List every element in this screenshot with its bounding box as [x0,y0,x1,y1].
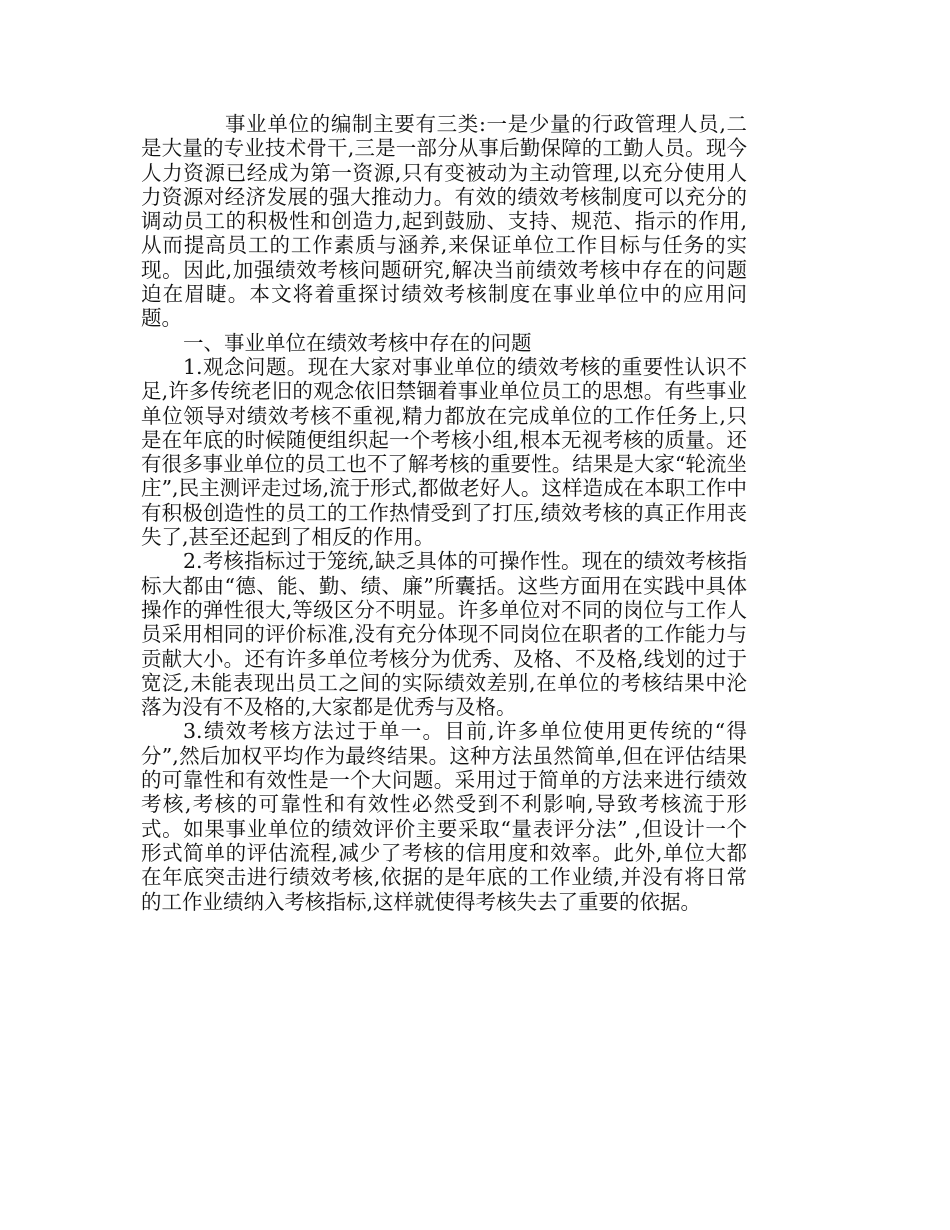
point-1-paragraph: 1.观念问题。现在大家对事业单位的绩效考核的重要性认识不足,许多传统老旧的观念依旧禁锢着事业单位员工的思想。有些事业单位领导对绩效考核不重视,精力都放在完成单位的工作任务上,只是在年底的时候随便组织起一个考核小组,根本无视考核的质量。还有很多事业单位的员工也不了解考核的重要性。结果是大家“轮流坐庄”,民主测评走过场,流于形式,都做老好人。这样造成在本职工作中有积极创造性的员工的工作热情受到了打压,绩效考核的真正作用丧失了,甚至还起到了相反的作用。 [141,354,747,550]
point-2-paragraph: 2.考核指标过于笼统,缺乏具体的可操作性。现在的绩效考核指标大都由“德、能、勤、绩、廉”所囊括。这些方面用在实践中具体操作的弹性很大,等级区分不明显。许多单位对不同的岗位与工作人员采用相同的评价标准,没有充分体现不同岗位在职者的工作能力与贡献大小。还有许多单位考核分为优秀、及格、不及格,线划的过于宽泛,未能表现出员工之间的实际绩效差别,在单位的考核结果中沦落为没有不及格的,大家都是优秀与及格。 [141,549,747,720]
point-3-paragraph: 3.绩效考核方法过于单一。目前,许多单位使用更传统的“得分”,然后加权平均作为最终结果。这种方法虽然简单,但在评估结果的可靠性和有效性是一个大问题。采用过于简单的方法来进行绩效考核,考核的可靠性和有效性必然受到不利影响,导致考核流于形式。如果事业单位的绩效评价主要采取“量表评分法” ,但设计一个形式简单的评估流程,减少了考核的信用度和效率。此外,单位大都在年底突击进行绩效考核,依据的是年底的工作业绩,并没有将日常的工作业绩纳入考核指标,这样就使得考核失去了重要的依据。 [141,719,747,914]
document-page [141,112,747,914]
intro-paragraph: 事业单位的编制主要有三类:一是少量的行政管理人员,二是大量的专业技术骨干,三是一部分从事后勤保障的工勤人员。现今人力资源已经成为第一资源,只有变被动为主动管理,以充分使用人力资源对经济发展的强大推动力。有效的绩效考核制度可以充分的调动员工的积极性和创造力,起到鼓励、支持、规范、指示的作用,从而提高员工的工作素质与涵养,来保证单位工作目标与任务的实现。因此,加强绩效考核问题研究,解决当前绩效考核中存在的问题迫在眉睫。本文将着重探讨绩效考核制度在事业单位中的应用问题。 [141,112,747,331]
section-heading: 一、事业单位在绩效考核中存在的问题 [183,330,532,355]
